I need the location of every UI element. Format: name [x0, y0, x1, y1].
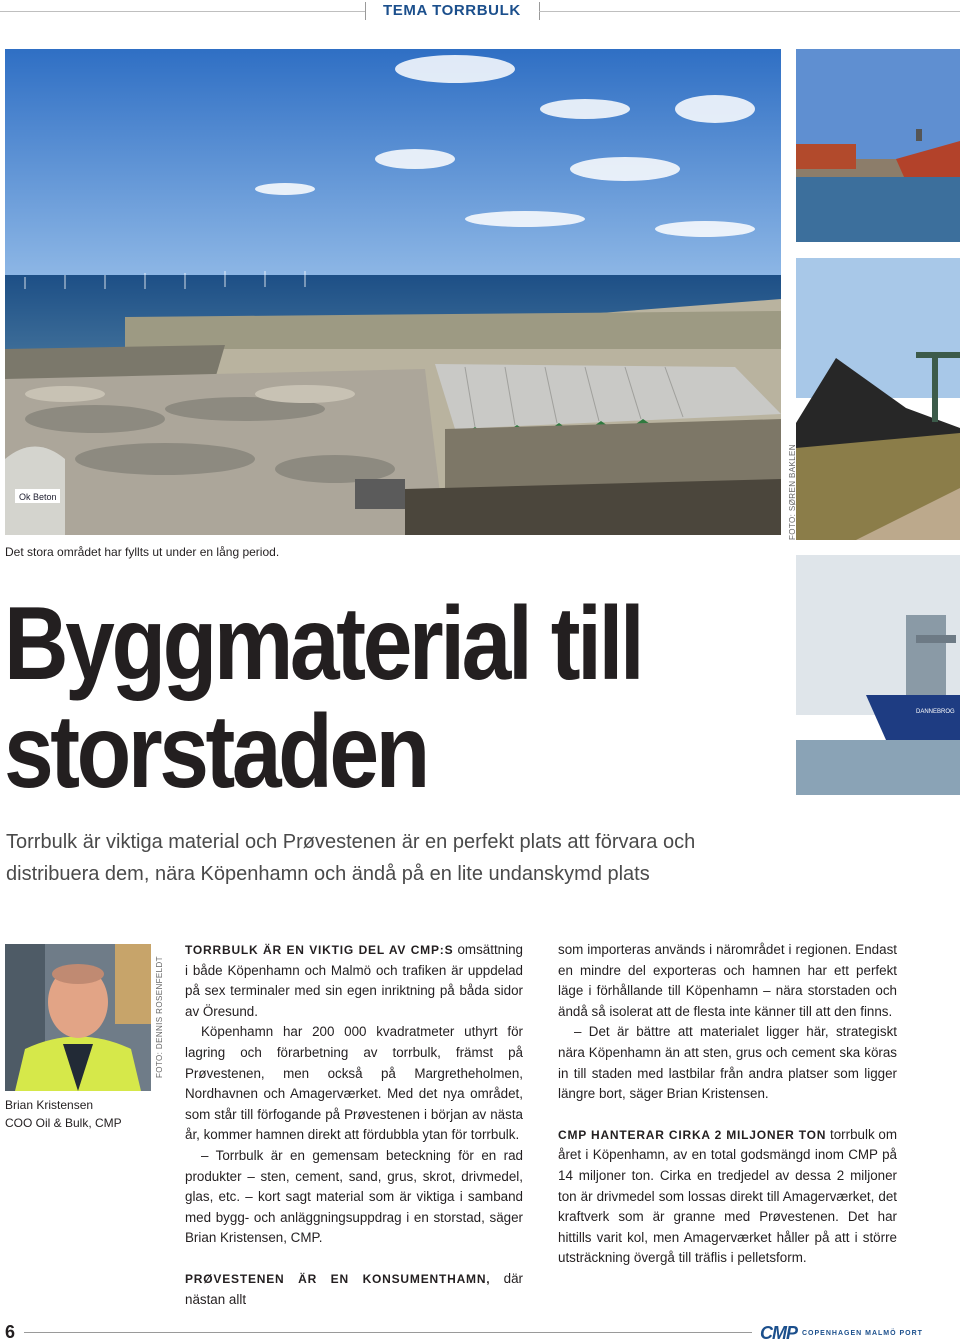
article-lead: Torrbulk är viktiga material och Prøvestenen är en perfekt plats att förvara och distribuera dem, nära Köpenhamn och ändå på en lite undanskymd plats: [6, 831, 696, 885]
headline-line-2: storstaden: [4, 694, 427, 810]
person-title: COO Oil & Bulk, CMP: [5, 1116, 122, 1130]
page-number: 6: [5, 1322, 16, 1342]
header-rule-right: [539, 11, 960, 12]
person-name: Brian Kristensen: [5, 1098, 94, 1112]
col1-paragraph-4: [185, 1269, 523, 1310]
col2-p3-lead: CMP HANTERAR CIRKA 2 MILJONER TON: [558, 1127, 827, 1142]
col1-paragraph-2: Köpenhamn har 200 000 kvadratmeter uthyrt för lagring och förarbetning av torrbulk, främst på Prøvestenen, men också på Margretheholmen, Nordhavnen och Amagerværket. Med det nya området, som står till förfogande på Prøvestenen i början av nästa år, kommer hamnen direkt att fördubbla ytan för torrbulk.: [185, 1024, 523, 1143]
photo-credit-portrait: FOTO: DENNIS ROSENFELDT: [155, 956, 164, 1078]
portrait-photo: [5, 944, 151, 1091]
sign-text: Ok Beton: [19, 492, 57, 502]
brand-name: COPENHAGEN MALMÖ PORT: [802, 1330, 923, 1337]
col2-paragraph-1: som importeras används i närområdet i regionen. Endast en mindre del exporteras och hamnen har ett perfekt läge i förhållande till Köpenhamn – nära storstaden och ändå så isolerat att de flesta inte känner till att den finns.: [558, 942, 897, 1019]
header-tick-left: [365, 2, 366, 20]
col2-paragraph-3: [558, 1125, 897, 1269]
headline-line-1: Byggmaterial till: [4, 586, 642, 702]
col1-paragraph-1: [185, 940, 523, 1022]
photo-credit-right: FOTO: SØREN BAKLEN: [788, 444, 797, 540]
col1-p4-text: där nästan allt: [185, 1270, 524, 1307]
col1-p1-lead: TORRBULK ÄR EN VIKTIG DEL AV CMP:S: [185, 943, 454, 957]
col1-p4-lead: PRØVESTENEN ÄR EN KONSUMENTHAMN,: [185, 1271, 491, 1286]
ship-bow-photo: [796, 555, 960, 795]
person-caption: [5, 1096, 122, 1132]
body-column-2: [558, 940, 897, 1269]
coal-heap-photo: [796, 258, 960, 540]
footer-rule-left: [24, 1332, 752, 1333]
aerial-port-photo: [5, 49, 781, 535]
ship-name-text: DANNEBROG: [916, 709, 955, 715]
col1-p1-text: omsättning i både Köpenhamn och Malmö och trafiken är uppdelad på sex terminaler med sin egen inriktning på båda sidor av Öresund.: [185, 942, 523, 1019]
col2-p3-text: torrbulk om året i Köpenhamn, av en total godsmängd inom CMP på 14 miljoner ton. Cirka en tredjedel av dessa 2 miljoner ton är drivmedel som lossas direkt till Amagerværket, det kraftverk som är granne med Prøvestenen. Det har hittills varit kol, men Amagerværket håller på att i större utsträckning övergå till träflis i pelletsform.: [558, 1126, 897, 1266]
col1-paragraph-3: – Torrbulk är en gemensam beteckning för en rad produkter – sten, cement, sand, grus, skrot, drivmedel, glas, etc. – kort sagt material som är viktiga i samband med bygg- och anläggningsuppdrag i en storstad, säger Brian Kristensen, CMP.: [185, 1147, 523, 1246]
article-headline: [4, 586, 658, 810]
footer-brand: [760, 1323, 923, 1344]
cmp-logo: CMP: [760, 1323, 797, 1343]
col2-paragraph-2: – Det är bättre att materialet ligger här, strategiskt nära Köpenhamn än att sten, grus och cement ska köras in till staden med lastbilar från andra platser som ligger längre bort, säger Brian Kristensen.: [558, 1024, 897, 1102]
header-rule-left: [0, 11, 365, 12]
ships-photo: [796, 49, 960, 242]
photo-caption: Det stora området har fyllts ut under en lång period.: [5, 545, 280, 559]
section-label: TEMA TORRBULK: [383, 2, 521, 19]
body-column-1: [185, 940, 523, 1310]
